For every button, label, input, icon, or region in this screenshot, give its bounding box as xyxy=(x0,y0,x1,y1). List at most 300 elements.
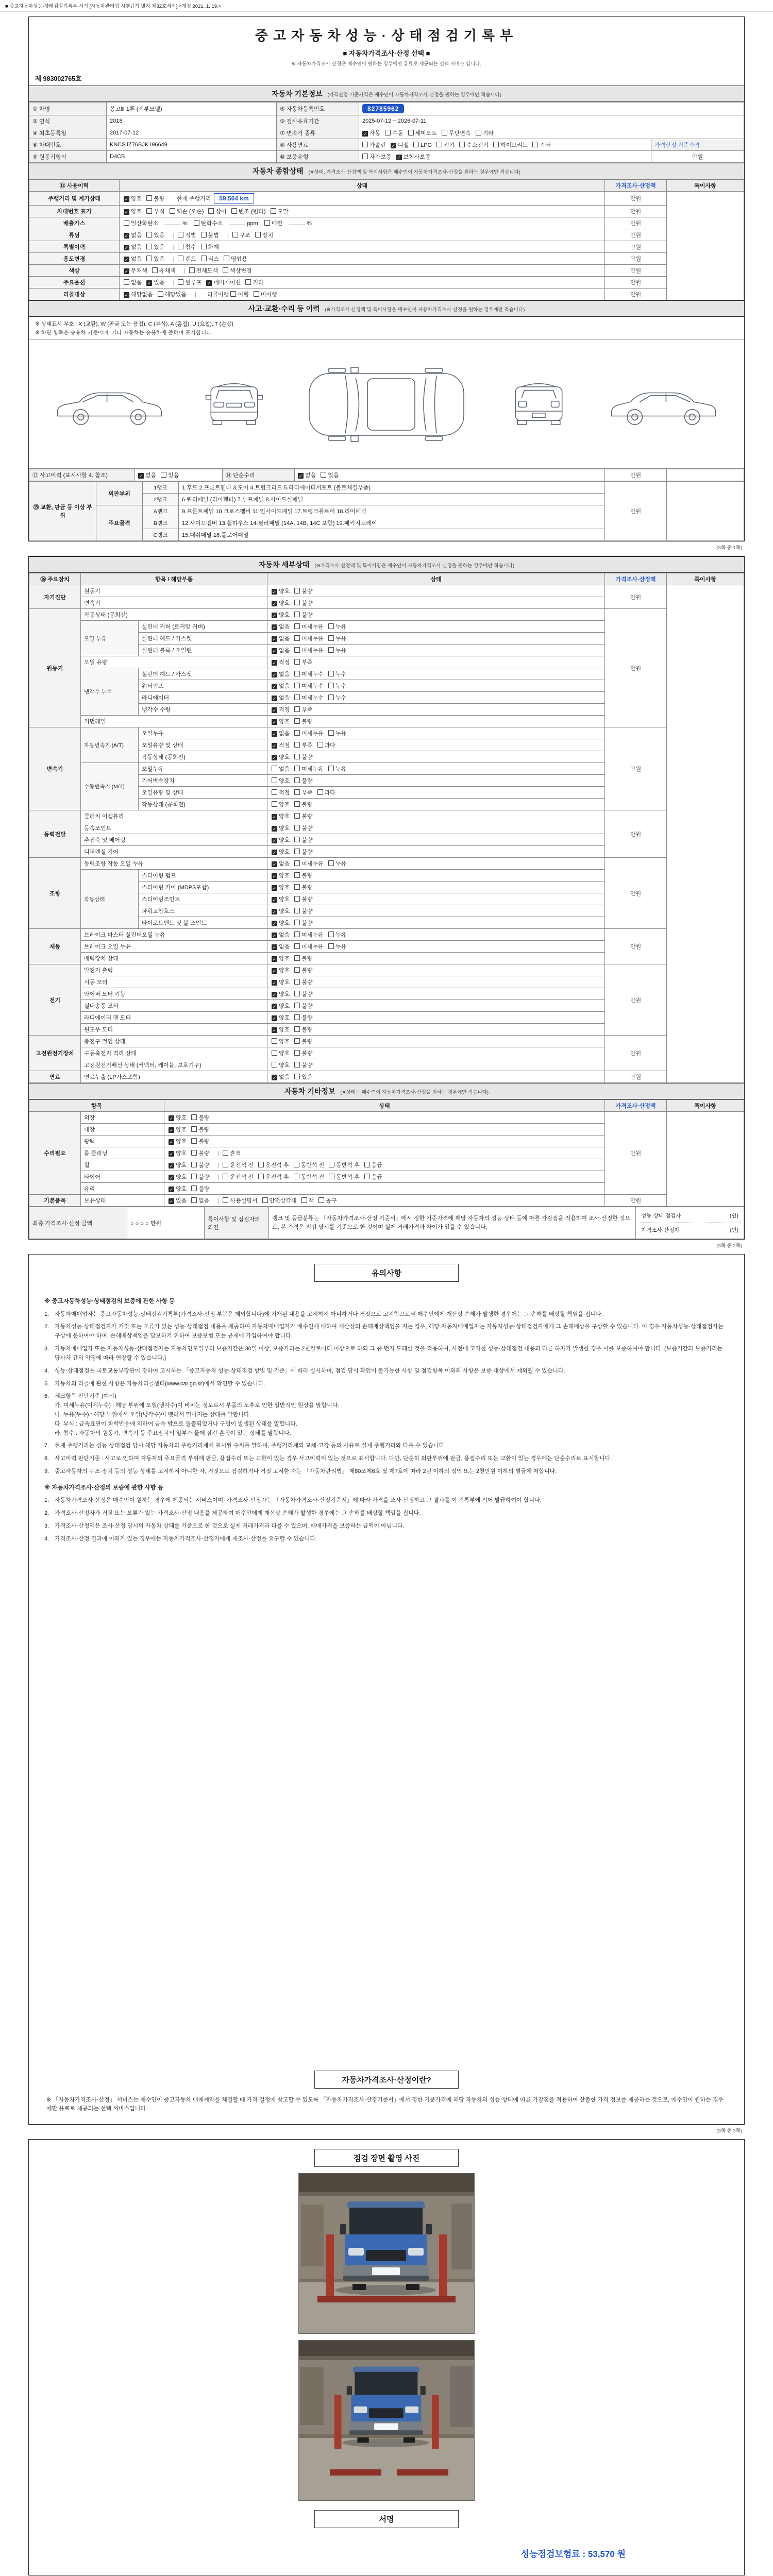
checkbox[interactable] xyxy=(189,267,195,273)
checkbox[interactable] xyxy=(294,943,300,949)
column-header: 상태 xyxy=(164,1100,605,1112)
checkbox[interactable]: ✓ xyxy=(272,637,277,642)
device-item-label: 작동상태 (공회전) xyxy=(139,799,267,810)
checkbox[interactable] xyxy=(272,1050,277,1056)
checkbox[interactable]: ✓ xyxy=(272,815,277,820)
checkbox[interactable] xyxy=(146,232,152,238)
checkbox[interactable] xyxy=(294,1062,300,1067)
checkbox[interactable] xyxy=(317,789,323,795)
option-label: 양호 xyxy=(279,814,290,820)
checkbox[interactable] xyxy=(329,1174,334,1179)
checkbox[interactable]: ✓ xyxy=(272,696,277,701)
checkbox[interactable] xyxy=(254,291,259,297)
notice-paragraph xyxy=(44,1442,729,1451)
checkbox[interactable] xyxy=(328,694,334,700)
checkbox[interactable] xyxy=(232,232,238,238)
basic-info-row xyxy=(29,115,744,127)
field-value: D4CB xyxy=(107,151,277,163)
checkbox[interactable]: ✓ xyxy=(272,897,277,903)
checkbox[interactable] xyxy=(328,623,334,629)
option-label: 불량 xyxy=(198,1174,210,1180)
checkbox[interactable]: ✓ xyxy=(272,613,277,618)
checkbox[interactable] xyxy=(294,872,300,878)
option-divider: | xyxy=(227,232,229,239)
checkbox[interactable] xyxy=(294,683,300,688)
measure-unit: % xyxy=(307,221,312,227)
option-label: 없음 xyxy=(279,695,290,701)
checkbox[interactable] xyxy=(294,635,300,641)
checkbox[interactable] xyxy=(294,1074,300,1079)
final-price-table xyxy=(29,1207,744,1239)
checkbox[interactable]: ✓ xyxy=(272,649,277,654)
checkbox[interactable]: ✓ xyxy=(272,743,277,749)
checkbox[interactable]: ✓ xyxy=(272,625,277,630)
option xyxy=(264,219,282,227)
checkbox[interactable] xyxy=(328,943,334,949)
checkbox[interactable] xyxy=(294,730,300,736)
checkbox[interactable] xyxy=(224,256,229,261)
price-cell: 만원 xyxy=(605,469,667,481)
option xyxy=(272,907,290,915)
checkbox[interactable] xyxy=(161,472,166,478)
checkbox[interactable]: ✓ xyxy=(124,233,129,239)
checkbox[interactable] xyxy=(146,256,152,261)
option xyxy=(161,471,179,479)
option-label: 운전석 후 xyxy=(265,1162,289,1168)
checkbox[interactable] xyxy=(493,142,499,147)
checkbox[interactable] xyxy=(223,1174,228,1179)
checkbox[interactable] xyxy=(294,647,300,653)
checkbox[interactable]: ✓ xyxy=(124,257,129,262)
device-item-label: 파워고압호스 xyxy=(139,905,267,917)
notice-paragraph xyxy=(44,1454,729,1464)
price-cell: 만원 xyxy=(605,858,667,929)
checkbox[interactable]: ✓ xyxy=(272,992,277,997)
checkbox[interactable] xyxy=(223,1197,228,1203)
checkbox[interactable]: ✓ xyxy=(169,1163,174,1168)
checkbox[interactable] xyxy=(178,232,183,238)
checkbox[interactable] xyxy=(294,979,300,985)
checkbox[interactable] xyxy=(191,1126,197,1132)
checkbox[interactable] xyxy=(329,1162,334,1167)
checkbox[interactable]: ✓ xyxy=(124,245,129,250)
checkbox[interactable] xyxy=(442,130,447,135)
option-label: 불량 xyxy=(301,588,313,595)
form-subtitle: ■ 자동차가격조사·산정 선택 ■ xyxy=(343,49,430,57)
option xyxy=(294,1073,312,1081)
checkbox[interactable]: ✓ xyxy=(169,1199,174,1204)
option xyxy=(169,1184,187,1193)
checkbox[interactable]: ✓ xyxy=(169,1128,174,1133)
rank-row xyxy=(29,482,744,494)
checkbox[interactable]: ✓ xyxy=(272,589,277,595)
checkbox[interactable] xyxy=(230,291,236,297)
checkbox[interactable] xyxy=(191,1138,197,1144)
checkbox[interactable] xyxy=(191,1197,197,1203)
measure-unit: ppm xyxy=(247,221,258,227)
checkbox[interactable]: ✓ xyxy=(272,921,277,926)
checkbox[interactable] xyxy=(413,142,419,147)
detail-table xyxy=(29,573,744,1083)
checkbox[interactable] xyxy=(328,730,334,736)
checkbox[interactable] xyxy=(191,1162,197,1167)
checkbox[interactable] xyxy=(294,849,300,854)
column-header: 항목 / 해당부품 xyxy=(81,573,267,585)
checkbox[interactable] xyxy=(476,130,481,135)
checkbox[interactable] xyxy=(328,766,334,771)
option-label: 양호 xyxy=(279,612,290,618)
option xyxy=(178,243,196,251)
option xyxy=(191,1161,209,1169)
checkbox[interactable] xyxy=(362,154,368,159)
option xyxy=(294,871,312,879)
field-value xyxy=(359,151,651,163)
checkbox[interactable] xyxy=(364,1174,370,1179)
checkbox[interactable] xyxy=(178,279,183,285)
comprehensive-row xyxy=(29,241,744,253)
checkbox[interactable] xyxy=(271,208,276,214)
checkbox[interactable] xyxy=(328,931,334,937)
checkbox[interactable]: ✓ xyxy=(272,838,277,843)
option xyxy=(258,1173,289,1181)
checkbox[interactable] xyxy=(272,1062,277,1067)
checkbox[interactable] xyxy=(258,1174,264,1179)
option xyxy=(272,729,290,737)
accident-history-table xyxy=(29,469,744,481)
checkbox[interactable] xyxy=(191,1174,197,1179)
option xyxy=(364,1173,382,1181)
checkbox[interactable]: ✓ xyxy=(272,957,277,962)
checkbox[interactable] xyxy=(532,142,538,147)
device-item-state xyxy=(267,751,605,763)
option xyxy=(146,194,164,202)
rank-items: 12.사이드멤버 13.휠하우스 14.필러패널 (14A, 14B, 14C 포함) 19.패키지트레이 xyxy=(179,517,605,529)
device-item-state xyxy=(267,822,605,834)
checkbox[interactable] xyxy=(318,1197,324,1203)
checkbox[interactable]: ✓ xyxy=(272,1075,277,1080)
checkbox[interactable] xyxy=(294,600,300,605)
checkbox[interactable] xyxy=(294,659,300,665)
checkbox[interactable] xyxy=(272,766,277,771)
checkbox[interactable]: ✓ xyxy=(169,1140,174,1145)
option xyxy=(294,587,312,595)
column-header: 상태 xyxy=(267,573,605,585)
basic-info-row xyxy=(29,151,744,163)
option-label: 있음 xyxy=(154,280,165,286)
detail-row xyxy=(29,1071,744,1083)
device-item-state xyxy=(267,834,605,846)
option xyxy=(328,859,346,868)
checkbox[interactable] xyxy=(294,789,300,795)
other-item-label: 내장 xyxy=(81,1124,164,1136)
checkbox[interactable] xyxy=(294,1162,299,1167)
checkbox[interactable] xyxy=(321,472,326,478)
option xyxy=(178,231,196,239)
checkbox[interactable]: ✓ xyxy=(272,755,277,760)
checkbox[interactable] xyxy=(294,1026,300,1032)
checkbox[interactable]: ✓ xyxy=(169,1175,174,1180)
option xyxy=(272,848,290,856)
option-label: 양호 xyxy=(279,1062,290,1069)
checkbox[interactable] xyxy=(146,208,152,214)
checkbox[interactable]: ✓ xyxy=(207,281,211,286)
checkbox[interactable] xyxy=(272,789,277,795)
device-item-label: 브레이크 오일 누유 xyxy=(81,941,267,953)
notice-paragraph xyxy=(44,1345,729,1363)
checkbox[interactable] xyxy=(146,244,152,249)
form-reference-note: ■ 중고자동차성능·상태점검기록부 서식 [자동차관리법 시행규칙 별지 제82호서식] <개정 2021. 1. 19.> xyxy=(0,0,773,11)
option-label: 양호 xyxy=(279,588,290,595)
option xyxy=(328,670,346,678)
option xyxy=(294,658,312,666)
other-info-row xyxy=(29,1195,744,1207)
checkbox[interactable]: ✓ xyxy=(169,1187,174,1192)
checkbox[interactable] xyxy=(124,220,129,226)
checkbox[interactable] xyxy=(294,612,300,617)
device-item-state xyxy=(267,763,605,775)
basic-info-row xyxy=(29,127,744,139)
option xyxy=(258,1161,289,1169)
checkbox[interactable] xyxy=(328,635,334,641)
checkbox[interactable]: ✓ xyxy=(272,684,277,689)
checkbox[interactable]: ✓ xyxy=(272,708,277,713)
comprehensive-row xyxy=(29,289,744,300)
option-label: 누수 xyxy=(335,695,347,701)
checkbox[interactable]: ✓ xyxy=(272,933,277,938)
checkbox[interactable] xyxy=(294,955,300,961)
checkbox[interactable] xyxy=(194,220,199,226)
option-divider: | xyxy=(217,1174,220,1180)
checkbox[interactable] xyxy=(294,706,300,712)
option-label: 양호 xyxy=(279,1003,290,1009)
checkbox[interactable]: ✓ xyxy=(272,945,277,950)
checkbox[interactable] xyxy=(294,766,300,771)
checkbox[interactable]: ✓ xyxy=(272,826,277,832)
option-divider: | xyxy=(217,1198,220,1204)
option xyxy=(232,231,250,239)
checkbox[interactable] xyxy=(272,1038,277,1044)
option-label: 사용설명서 xyxy=(230,1198,258,1204)
checkbox[interactable] xyxy=(294,860,300,866)
checkbox[interactable] xyxy=(436,142,442,147)
checkbox[interactable]: ✓ xyxy=(298,473,303,479)
checkbox[interactable]: ✓ xyxy=(124,269,129,274)
checkbox[interactable] xyxy=(152,267,158,273)
checkbox[interactable] xyxy=(328,671,334,676)
checkbox[interactable]: ✓ xyxy=(272,1004,277,1009)
checkbox[interactable] xyxy=(294,825,300,831)
detail-note: (※가격조사·산정액 및 특이사항은 매수인이 자동차가격조사·산정을 원하는 경우에만 적습니다) xyxy=(314,563,515,569)
field-label: ⑨ 원동기형식 xyxy=(29,151,107,163)
column-header: 가격조사·산정액 xyxy=(605,573,667,585)
checkbox[interactable] xyxy=(178,256,183,261)
checkbox[interactable] xyxy=(262,1197,268,1203)
option-label: 누유 xyxy=(335,861,347,867)
option-label: 양호 xyxy=(279,802,290,808)
checkbox[interactable]: ✓ xyxy=(272,850,277,855)
checkbox[interactable] xyxy=(191,1114,197,1120)
checkbox[interactable] xyxy=(191,1185,197,1191)
option-label: 없음 xyxy=(279,861,290,867)
detail-row xyxy=(29,609,744,621)
checkbox[interactable] xyxy=(294,777,300,783)
checkbox[interactable] xyxy=(294,1050,300,1056)
paragraph-text: 자동차매매업자 또는 자동차성능·상태점검자는 자동차인도일부터 보증기간은 30일 이상, 보증거리는 2천킬로미터 이상으로 하되 그 중 먼저 도래한 것을 적용하여, 사전에 고지한 성능·상태점검 내용과 다른 하자가 발생한 경우 이를 보증하여야 합니다. (보증기간과 보증거리는 당사자 간의 약정에 따라 연장할 수 있습니다.) xyxy=(55,1346,722,1361)
checkbox[interactable] xyxy=(264,220,270,226)
checkbox[interactable]: ✓ xyxy=(124,293,129,298)
checkbox[interactable]: ✓ xyxy=(272,862,277,867)
column-header: 항목 xyxy=(29,1100,164,1112)
checkbox[interactable] xyxy=(301,1197,307,1203)
checkbox[interactable] xyxy=(294,1003,300,1008)
checkbox[interactable] xyxy=(272,777,277,783)
checkbox[interactable] xyxy=(362,142,368,147)
checkbox[interactable] xyxy=(223,1162,228,1167)
option xyxy=(224,255,247,263)
checkbox[interactable]: ✓ xyxy=(272,601,277,606)
option xyxy=(169,1149,187,1157)
option xyxy=(124,194,142,202)
device-item-state xyxy=(267,893,605,905)
column-header: ⑪ 사용이력 xyxy=(29,180,120,192)
checkbox[interactable] xyxy=(146,195,152,201)
option-label: 운전석 후 xyxy=(265,1174,289,1180)
option xyxy=(294,741,312,749)
option-label: 응급 xyxy=(371,1174,382,1180)
checkbox[interactable] xyxy=(223,267,228,273)
option-label: 양호 xyxy=(279,896,290,903)
checkbox[interactable]: ✓ xyxy=(272,980,277,986)
checkbox[interactable] xyxy=(294,1174,299,1179)
row-state xyxy=(120,206,605,217)
checkbox[interactable] xyxy=(294,801,300,807)
checkbox[interactable] xyxy=(294,694,300,700)
checkbox[interactable] xyxy=(294,718,300,724)
checkbox[interactable]: ✓ xyxy=(391,143,396,148)
signer-label: 가격조사·산정자 xyxy=(641,1227,680,1233)
option-label: 누유 xyxy=(335,766,347,772)
checkbox[interactable] xyxy=(294,967,300,973)
checkbox[interactable]: ✓ xyxy=(272,886,277,891)
device-item-label: 실린더 블록 / 오일팬 xyxy=(139,645,267,656)
checkbox[interactable] xyxy=(294,837,300,842)
checkbox[interactable]: ✓ xyxy=(169,1116,174,1121)
checkbox[interactable] xyxy=(208,208,214,214)
checkbox[interactable] xyxy=(294,884,300,890)
checkbox[interactable] xyxy=(272,801,277,807)
option-label: 과다 xyxy=(324,790,335,796)
checkbox[interactable] xyxy=(385,130,391,135)
checkbox[interactable]: ✓ xyxy=(272,672,277,677)
option xyxy=(294,990,312,998)
checkbox[interactable] xyxy=(170,208,175,214)
checkbox[interactable] xyxy=(408,130,414,135)
paragraph-text: 가격조사·산정자가 거짓 또는 오류가 있는 가격조사·산정 내용을 제공하여 매수인에게 재산상 손해가 발생한 경우에는 그 손해를 배상할 책임을 집니다. xyxy=(55,1510,421,1517)
checkbox[interactable] xyxy=(124,279,129,285)
checkbox[interactable] xyxy=(328,647,334,653)
checkbox[interactable]: ✓ xyxy=(272,1016,277,1021)
checkbox[interactable] xyxy=(258,1162,264,1167)
checkbox[interactable]: ✓ xyxy=(272,732,277,737)
checkbox[interactable] xyxy=(201,244,207,249)
form-title-block xyxy=(29,17,744,71)
option-label: 동반석 전 xyxy=(300,1162,325,1168)
checkbox[interactable] xyxy=(294,896,300,902)
checkbox[interactable]: ✓ xyxy=(272,720,277,725)
checkbox[interactable]: ✓ xyxy=(124,210,129,215)
device-item-state xyxy=(267,633,605,645)
checkbox[interactable]: ✓ xyxy=(169,1151,174,1157)
checkbox[interactable]: ✓ xyxy=(363,131,367,137)
checkbox[interactable] xyxy=(294,813,300,819)
checkbox[interactable] xyxy=(294,908,300,913)
checkbox[interactable]: ✓ xyxy=(272,969,277,974)
checkbox[interactable] xyxy=(294,991,300,996)
other-group-label: 기본품목 xyxy=(29,1195,81,1207)
device-item-state xyxy=(267,716,605,727)
checkbox[interactable] xyxy=(158,291,163,297)
paragraph-text: 가격조사·산정액은 조사·산정 당시의 자동차 상태를 기준으로 한 것으로 실제 거래가격과 다를 수 있으며, 매매가격을 보증하는 금액이 아닙니다. xyxy=(55,1523,405,1530)
car-side-right-diagram xyxy=(606,374,721,435)
checkbox[interactable] xyxy=(294,931,300,937)
notice-paragraph xyxy=(44,1496,729,1505)
checkbox[interactable]: ✓ xyxy=(272,660,277,666)
checkbox[interactable] xyxy=(328,683,334,688)
checkbox[interactable] xyxy=(294,754,300,759)
device-item-label: 스티어링 기어 (MDPS포함) xyxy=(139,882,267,893)
checkbox[interactable] xyxy=(191,1150,197,1156)
option-label: 불량 xyxy=(301,1050,313,1057)
checkbox[interactable] xyxy=(364,1162,370,1167)
checkbox[interactable] xyxy=(201,232,207,238)
checkbox[interactable] xyxy=(459,142,465,147)
device-item-state xyxy=(267,621,605,633)
checkbox[interactable] xyxy=(294,623,300,629)
checkbox[interactable]: ✓ xyxy=(124,197,129,202)
device-item-state xyxy=(267,929,605,941)
checkbox[interactable] xyxy=(231,208,237,214)
checkbox[interactable] xyxy=(294,588,300,594)
checkbox[interactable] xyxy=(317,742,323,748)
option xyxy=(294,1025,312,1033)
option-label: 썬루프 xyxy=(185,280,202,286)
checkbox[interactable] xyxy=(255,232,261,238)
checkbox[interactable] xyxy=(294,1038,300,1044)
checkbox[interactable] xyxy=(178,244,183,249)
checkbox[interactable] xyxy=(245,279,251,285)
option xyxy=(328,646,346,654)
checkbox[interactable]: ✓ xyxy=(139,473,143,479)
checkbox[interactable] xyxy=(223,1150,228,1156)
checkbox[interactable]: ✓ xyxy=(397,155,401,160)
basic-info-row xyxy=(29,139,744,151)
option xyxy=(124,243,142,251)
checkbox[interactable] xyxy=(201,256,207,261)
checkbox[interactable]: ✓ xyxy=(272,874,277,879)
other-item-state xyxy=(164,1195,605,1207)
device-subgroup-label: 수동변속기 (M/T) xyxy=(81,763,139,810)
checkbox[interactable]: ✓ xyxy=(272,1028,277,1033)
checkbox[interactable] xyxy=(294,742,300,748)
checkbox[interactable] xyxy=(294,1014,300,1020)
price-cell: 만원 xyxy=(605,1071,667,1083)
checkbox[interactable]: ✓ xyxy=(147,281,152,286)
checkbox[interactable] xyxy=(328,860,334,866)
checkbox[interactable] xyxy=(294,671,300,676)
checkbox[interactable] xyxy=(294,920,300,925)
checkbox[interactable]: ✓ xyxy=(272,909,277,914)
column-header: ⑯ 주요장치 xyxy=(29,573,81,585)
